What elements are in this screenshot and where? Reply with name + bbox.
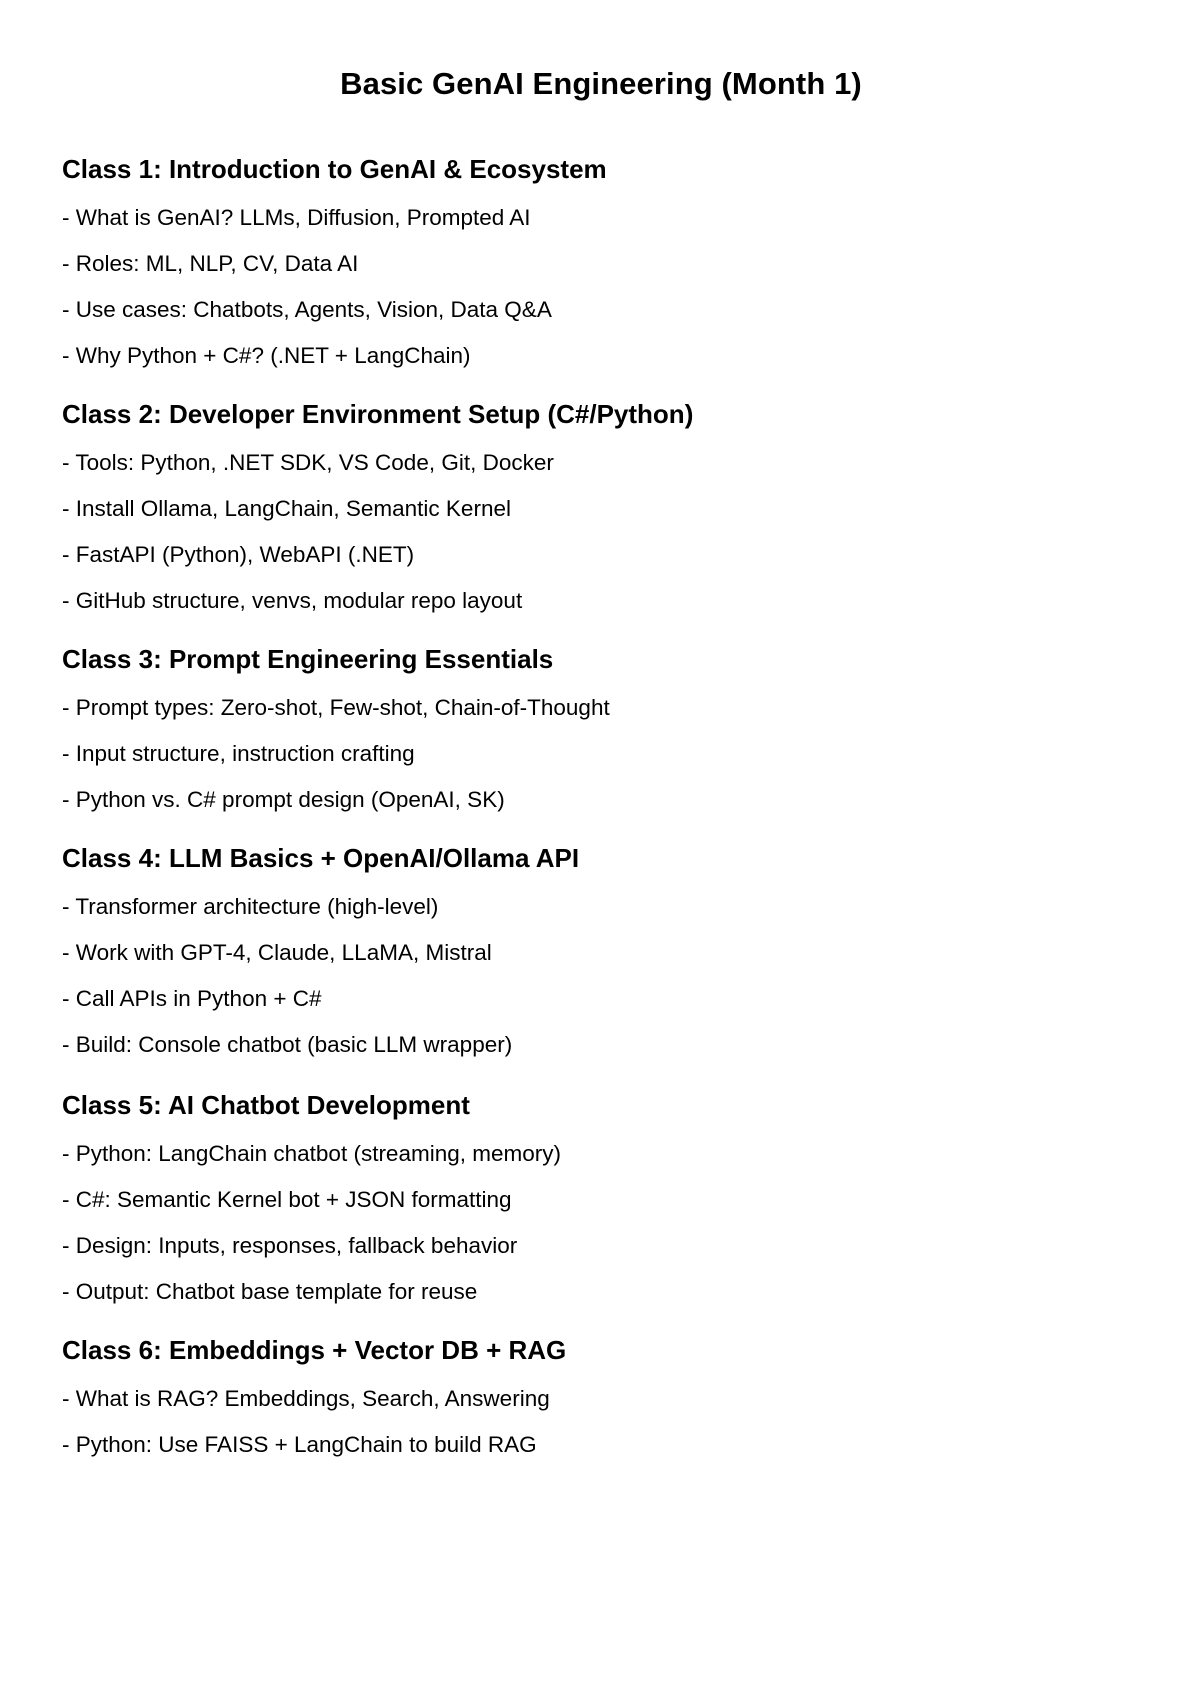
list-item: - Tools: Python, .NET SDK, VS Code, Git, Docker: [62, 450, 554, 475]
section-class-4: [62, 841, 1140, 1060]
bullet-list: [62, 693, 1140, 815]
list-item: - Python: LangChain chatbot (streaming, memory): [62, 1141, 561, 1166]
list-item: - Install Ollama, LangChain, Semantic Kernel: [62, 496, 511, 521]
list-item: - Design: Inputs, responses, fallback behavior: [62, 1233, 518, 1258]
bullet-list: [62, 892, 1140, 1060]
list-item: - C#: Semantic Kernel bot + JSON formatting: [62, 1187, 512, 1212]
list-item: - Call APIs in Python + C#: [62, 986, 322, 1011]
list-item: - What is GenAI? LLMs, Diffusion, Prompted AI: [62, 205, 531, 230]
section-class-2: [62, 397, 1140, 616]
list-item: - Python: Use FAISS + LangChain to build RAG: [62, 1432, 537, 1457]
bullet-list: [62, 1139, 1140, 1307]
section-heading: Class 4: LLM Basics + OpenAI/Ollama API: [62, 843, 580, 873]
section-class-1: [62, 152, 1140, 371]
list-item: - Roles: ML, NLP, CV, Data AI: [62, 251, 359, 276]
list-item: - Input structure, instruction crafting: [62, 741, 415, 766]
list-item: - Use cases: Chatbots, Agents, Vision, Data Q&A: [62, 297, 552, 322]
bullet-list: [62, 1384, 1140, 1460]
list-item: - Output: Chatbot base template for reuse: [62, 1279, 478, 1304]
list-item: - Build: Console chatbot (basic LLM wrapper): [62, 1032, 513, 1057]
list-item: - GitHub structure, venvs, modular repo layout: [62, 588, 523, 613]
list-item: - Python vs. C# prompt design (OpenAI, SK): [62, 787, 505, 812]
list-item: - What is RAG? Embeddings, Search, Answering: [62, 1386, 550, 1411]
section-heading: Class 6: Embeddings + Vector DB + RAG: [62, 1335, 567, 1365]
list-item: - Work with GPT-4, Claude, LLaMA, Mistral: [62, 940, 492, 965]
section-heading: Class 5: AI Chatbot Development: [62, 1090, 470, 1120]
section-heading: Class 1: Introduction to GenAI & Ecosystem: [62, 154, 607, 184]
list-item: - Prompt types: Zero-shot, Few-shot, Chain-of-Thought: [62, 695, 610, 720]
section-class-3: [62, 642, 1140, 815]
list-item: - Transformer architecture (high-level): [62, 894, 439, 919]
section-class-5: [62, 1088, 1140, 1307]
section-heading: Class 2: Developer Environment Setup (C#/Python): [62, 399, 694, 429]
section-class-6: [62, 1333, 1140, 1460]
section-heading: Class 3: Prompt Engineering Essentials: [62, 644, 554, 674]
list-item: - FastAPI (Python), WebAPI (.NET): [62, 542, 415, 567]
bullet-list: [62, 203, 1140, 371]
list-item: - Why Python + C#? (.NET + LangChain): [62, 343, 471, 368]
bullet-list: [62, 448, 1140, 616]
document-title: Basic GenAI Engineering (Month 1): [340, 66, 862, 101]
